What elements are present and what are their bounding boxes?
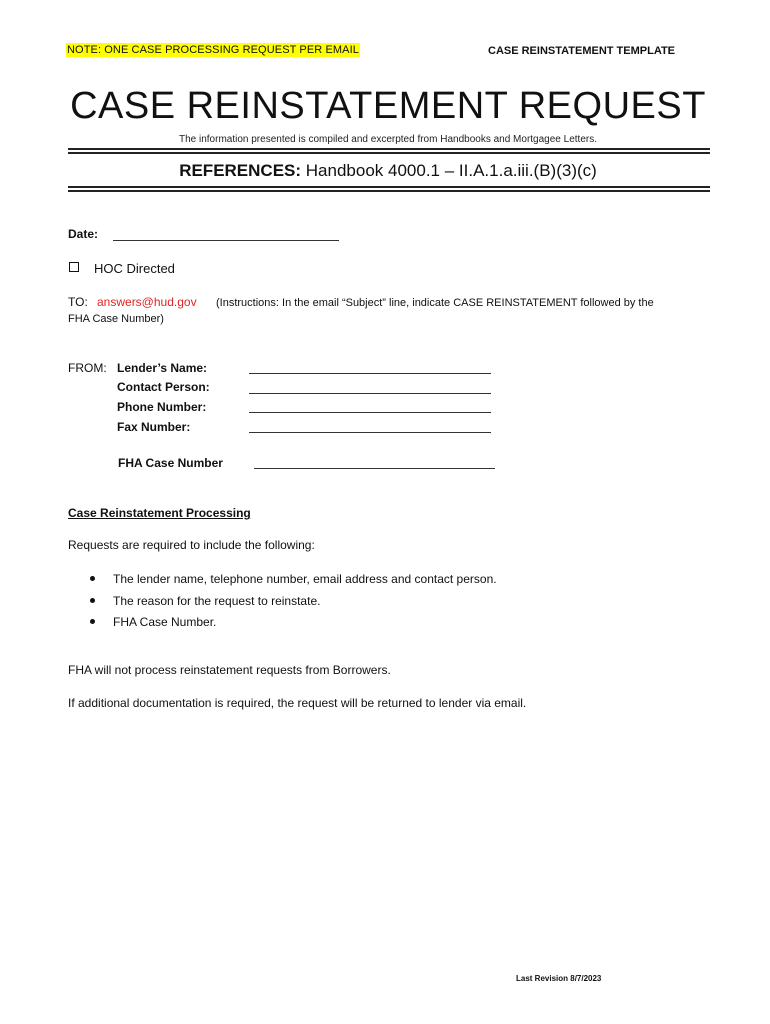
fax-number-label: Fax Number: — [117, 420, 191, 434]
to-instructions-cont: FHA Case Number) — [68, 313, 164, 325]
bottom-rule-2 — [68, 190, 710, 192]
processing-intro: Requests are required to include the following: — [68, 538, 315, 552]
date-field[interactable] — [113, 240, 339, 241]
bullet-dot — [90, 619, 95, 624]
references-line — [0, 160, 770, 182]
hoc-directed-label: HOC Directed — [94, 261, 175, 276]
fha-case-number-field[interactable] — [254, 468, 495, 469]
documentation-note: If additional documentation is required, the request will be returned to lender via email. — [68, 696, 527, 710]
top-rule-1 — [68, 148, 710, 150]
contact-person-label: Contact Person: — [117, 380, 210, 394]
note-banner: NOTE: ONE CASE PROCESSING REQUEST PER EMAIL — [67, 44, 359, 56]
revision-date: Last Revision 8/7/2023 — [516, 974, 602, 983]
lender-name-field[interactable] — [249, 373, 491, 374]
fax-number-field[interactable] — [249, 432, 491, 433]
bullet-item: The reason for the request to reinstate. — [113, 594, 321, 608]
processing-heading: Case Reinstatement Processing — [68, 506, 251, 520]
top-rule-2 — [68, 152, 710, 154]
to-instructions: (Instructions: In the email “Subject” line, indicate CASE REINSTATEMENT followed by the — [216, 297, 654, 309]
bottom-rule-1 — [68, 186, 710, 188]
fha-case-number-label: FHA Case Number — [118, 456, 223, 470]
hoc-directed-checkbox[interactable] — [69, 262, 79, 272]
contact-person-field[interactable] — [249, 393, 491, 394]
borrower-note: FHA will not process reinstatement requests from Borrowers. — [68, 663, 391, 677]
to-email-link[interactable]: answers@hud.gov — [97, 295, 197, 309]
bullet-item: The lender name, telephone number, email address and contact person. — [113, 572, 497, 586]
bullet-dot — [90, 598, 95, 603]
bullet-item: FHA Case Number. — [113, 615, 217, 629]
lender-name-label: Lender’s Name: — [117, 361, 208, 375]
references-label: REFERENCES: — [179, 161, 302, 180]
phone-number-field[interactable] — [249, 412, 491, 413]
template-label: CASE REINSTATEMENT TEMPLATE — [488, 45, 675, 57]
page-title: CASE REINSTATEMENT REQUEST — [70, 85, 706, 127]
to-label: TO: — [68, 295, 88, 309]
phone-number-label: Phone Number: — [117, 400, 207, 414]
bullet-dot — [90, 576, 95, 581]
references-text: Handbook 4000.1 – II.A.1.a.iii.(B)(3)(c) — [305, 161, 597, 180]
date-label: Date: — [68, 227, 99, 241]
page-subtitle: The information presented is compiled and excerpted from Handbooks and Mortgagee Letters. — [178, 134, 597, 145]
from-label: FROM: — [68, 361, 107, 375]
